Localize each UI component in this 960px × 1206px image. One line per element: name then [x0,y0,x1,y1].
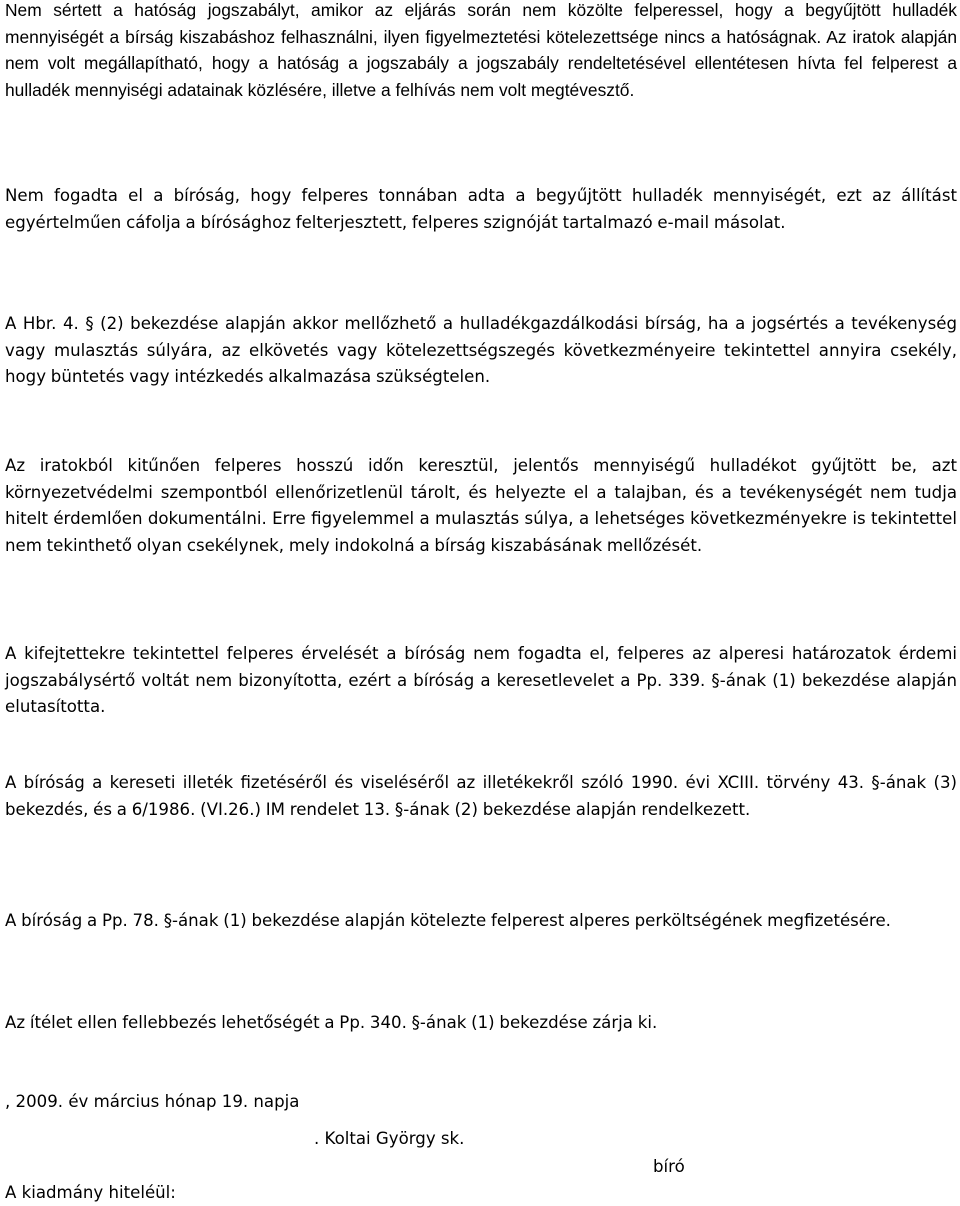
paragraph-6: A bíróság a kereseti illeték fizetéséről és viseléséről az illetékekről szóló 1990. évi XCIII. törvény 43. §-ának (3) bekezdés, és a 6/1986. (VI.26.) IM rendelet 13. §-ának (2) bekezdése alapján rendelkezett. [5,773,957,819]
date-line: , 2009. év március hónap 19. napja [5,1092,300,1111]
paragraph-5: A kifejtettekre tekintettel felperes érvelését a bíróság nem fogadta el, felperes az alperesi határozatok érdemi jogszabálysértő voltát nem bizonyította, ezért a bíróság a keresetlevelet a Pp. 339. §-ának (1) bekezdése alapján elutasította. [5,644,957,717]
paragraph-7: A bíróság a Pp. 78. §-ának (1) bekezdése alapján kötelezte felperest alperes perköltségének megfizetésére. [5,911,891,930]
paragraph-3: A Hbr. 4. § (2) bekezdése alapján akkor mellőzhető a hulladékgazdálkodási bírság, ha a jogsértés a tevékenység vagy mulasztás súlyára, az elkövetés vagy kötelezettségszegés következményeire tekintettel annyira csekély, hogy büntetés vagy intézkedés alkalmazása szükségtelen. [5,314,957,387]
certification-label: A kiadmány hiteléül: [5,1183,176,1202]
paragraph-2: Nem fogadta el a bíróság, hogy felperes tonnában adta a begyűjtött hulladék mennyiségét, ezt az állítást egyértelműen cáfolja a bírósághoz felterjesztett, felperes szignóját tartalmazó e-mail másolat. [5,186,957,232]
signature-title: bíró [653,1157,685,1176]
paragraph-4: Az iratokból kitűnően felperes hosszú időn keresztül, jelentős mennyiségű hulladékot gyűjtött be, azt környezetvédelmi szempontból ellenőrizetlenül tárolt, és helyezte el a talajban, és a tevékenységét nem tudja hitelt érdemlően dokumentálni. Erre figyelemmel a mulasztás súlya, a lehetséges következményekre is tekintettel nem tekinthető olyan csekélynek, mely indokolná a bírság kiszabásának mellőzését. [5,456,957,555]
signature-name: . Koltai György sk. [314,1129,465,1148]
paragraph-8: Az ítélet ellen fellebbezés lehetőségét a Pp. 340. §-ának (1) bekezdése zárja ki. [5,1013,658,1032]
paragraph-1: Nem sértett a hatóság jogszabályt, amikor az eljárás során nem közölte felperessel, hogy a begyűjtött hulladék mennyiségét a bírság kiszabáshoz felhasználni, ilyen figyelmeztetési kötelezettsége nincs a hatóságnak. Az iratok alapján nem volt megállapítható, hogy a hatóság a jogszabály a jogszabály rendeltetésével ellentétesen hívta fel felperest a hulladék mennyiségi adatainak közlésére, illetve a felhívás nem volt megtévesztő. [5,0,957,100]
